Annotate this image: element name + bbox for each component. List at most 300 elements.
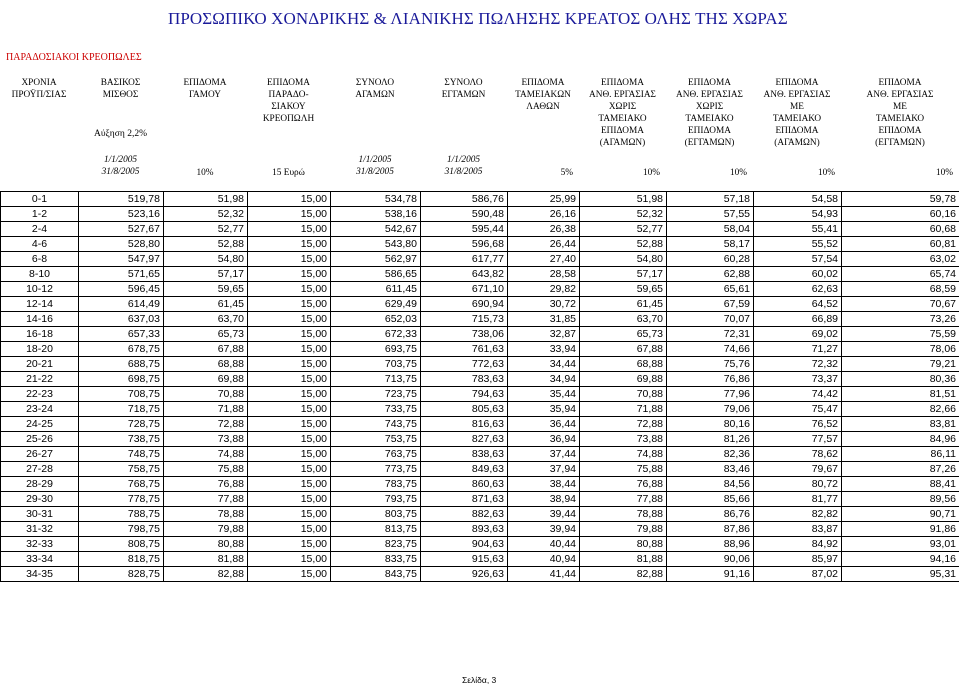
value-cell: 83,87 [754,522,842,537]
years-cell: 24-25 [1,417,79,432]
value-cell: 59,78 [842,192,959,207]
value-cell: 76,88 [164,477,248,492]
page-subtitle: ΠΑΡΑΔΟΣΙΑΚΟΙ ΚΡΕΟΠΩΛΕΣ [6,52,142,63]
value-cell: 59,65 [580,282,667,297]
table-row [1,237,959,252]
value-cell: 83,46 [667,462,754,477]
value-cell: 671,10 [421,282,508,297]
value-cell: 82,36 [667,447,754,462]
value-cell: 586,76 [421,192,508,207]
column-header-9 [753,77,841,185]
years-cell: 30-31 [1,507,79,522]
value-cell: 84,92 [754,537,842,552]
value-cell: 15,00 [248,327,331,342]
value-cell: 60,81 [842,237,959,252]
value-cell: 79,21 [842,357,959,372]
value-cell: 36,44 [508,417,580,432]
value-cell: 733,75 [331,402,421,417]
column-header-10 [841,77,959,185]
page-title: ΠΡΟΣΩΠΙΚΟ ΧΟΝΔΡΙΚΗΣ & ΛΙΑΝΙΚΗΣ ΠΩΛΗΣΗΣ ΚΡΕΑΤΟΣ ΟΛΗΣ ΤΗΣ ΧΩΡΑΣ [168,9,788,28]
value-cell: 778,75 [79,492,164,507]
value-cell: 542,67 [331,222,421,237]
years-cell: 2-4 [1,222,79,237]
value-cell: 80,36 [842,372,959,387]
column-header-label: ΕΠΙΔΟΜΑ ΑΝΘ. ΕΡΓΑΣΙΑΣ ΜΕ ΤΑΜΕΙΑΚΟ ΕΠΙΔΟΜΑ (ΕΓΓΑΜΩΝ) [866,78,934,148]
value-cell: 748,75 [79,447,164,462]
value-cell: 71,27 [754,342,842,357]
value-cell: 519,78 [79,192,164,207]
table-row [1,402,959,417]
date-range: 1/1/2005 31/8/2005 [444,155,483,177]
value-cell: 36,94 [508,432,580,447]
value-cell: 54,80 [580,252,667,267]
value-cell: 62,63 [754,282,842,297]
value-cell: 79,67 [754,462,842,477]
value-cell: 39,44 [508,507,580,522]
value-cell: 29,82 [508,282,580,297]
value-cell: 571,65 [79,267,164,282]
value-cell: 527,67 [79,222,164,237]
years-cell: 6-8 [1,252,79,267]
value-cell: 672,33 [331,327,421,342]
table-row [1,477,959,492]
value-cell: 31,85 [508,312,580,327]
value-cell: 823,75 [331,537,421,552]
value-cell: 534,78 [331,192,421,207]
value-cell: 768,75 [79,477,164,492]
date-range: 1/1/2005 31/8/2005 [101,155,140,177]
value-cell: 94,16 [842,552,959,567]
value-cell: 15,00 [248,252,331,267]
table-row [1,357,959,372]
value-cell: 59,65 [164,282,248,297]
value-cell: 78,06 [842,342,959,357]
value-cell: 15,00 [248,492,331,507]
value-cell: 34,44 [508,357,580,372]
value-cell: 816,63 [421,417,508,432]
column-rate: 10% [196,168,214,178]
value-cell: 40,44 [508,537,580,552]
value-cell: 15,00 [248,357,331,372]
value-cell: 614,49 [79,297,164,312]
value-cell: 838,63 [421,447,508,462]
value-cell: 71,88 [164,402,248,417]
value-cell: 547,97 [79,252,164,267]
value-cell: 67,88 [164,342,248,357]
value-cell: 617,77 [421,252,508,267]
value-cell: 35,94 [508,402,580,417]
value-cell: 788,75 [79,507,164,522]
value-cell: 57,17 [164,267,248,282]
value-cell: 84,56 [667,477,754,492]
value-cell: 637,03 [79,312,164,327]
value-cell: 93,01 [842,537,959,552]
value-cell: 69,88 [164,372,248,387]
value-cell: 70,88 [164,387,248,402]
value-cell: 77,88 [164,492,248,507]
value-cell: 80,88 [164,537,248,552]
value-cell: 73,37 [754,372,842,387]
value-cell: 61,45 [164,297,248,312]
value-cell: 643,82 [421,267,508,282]
column-header-label: ΕΠΙΔΟΜΑ ΠΑΡΑΔΟ- ΣΙΑΚΟΥ ΚΡΕΟΠΩΛΗ [262,78,315,124]
value-cell: 68,59 [842,282,959,297]
value-cell: 738,06 [421,327,508,342]
value-cell: 87,02 [754,567,842,582]
column-rate: 15 Ευρώ [272,168,305,178]
years-cell: 16-18 [1,327,79,342]
years-cell: 1-2 [1,207,79,222]
column-header-1 [78,77,163,185]
value-cell: 15,00 [248,192,331,207]
value-cell: 15,00 [248,312,331,327]
value-cell: 843,75 [331,567,421,582]
value-cell: 773,75 [331,462,421,477]
value-cell: 89,56 [842,492,959,507]
value-cell: 67,59 [667,297,754,312]
value-cell: 60,68 [842,222,959,237]
years-cell: 20-21 [1,357,79,372]
page-number: Σελίδα, 3 [462,675,497,685]
value-cell: 87,86 [667,522,754,537]
value-cell: 57,18 [667,192,754,207]
table-row [1,372,959,387]
value-cell: 28,58 [508,267,580,282]
value-cell: 75,88 [164,462,248,477]
value-cell: 54,80 [164,252,248,267]
value-cell: 693,75 [331,342,421,357]
value-cell: 73,88 [164,432,248,447]
value-cell: 74,88 [580,447,667,462]
years-cell: 12-14 [1,297,79,312]
table-row [1,327,959,342]
value-cell: 528,80 [79,237,164,252]
value-cell: 871,63 [421,492,508,507]
value-cell: 64,52 [754,297,842,312]
value-cell: 78,88 [580,507,667,522]
value-cell: 38,44 [508,477,580,492]
value-cell: 562,97 [331,252,421,267]
value-cell: 34,94 [508,372,580,387]
years-cell: 22-23 [1,387,79,402]
value-cell: 38,94 [508,492,580,507]
table-row [1,492,959,507]
value-cell: 15,00 [248,207,331,222]
value-cell: 55,52 [754,237,842,252]
value-cell: 590,48 [421,207,508,222]
value-cell: 70,67 [842,297,959,312]
table-header [0,77,959,185]
value-cell: 86,11 [842,447,959,462]
value-cell: 91,86 [842,522,959,537]
table-row [1,462,959,477]
value-cell: 763,75 [331,447,421,462]
value-cell: 79,06 [667,402,754,417]
years-cell: 32-33 [1,537,79,552]
value-cell: 88,96 [667,537,754,552]
value-cell: 657,33 [79,327,164,342]
value-cell: 70,07 [667,312,754,327]
years-cell: 29-30 [1,492,79,507]
value-cell: 88,41 [842,477,959,492]
value-cell: 74,66 [667,342,754,357]
value-cell: 79,88 [164,522,248,537]
value-cell: 15,00 [248,372,331,387]
value-cell: 915,63 [421,552,508,567]
value-cell: 52,77 [580,222,667,237]
value-cell: 26,44 [508,237,580,252]
value-cell: 15,00 [248,522,331,537]
years-cell: 23-24 [1,402,79,417]
column-header-label: ΧΡΟΝΙΑ ΠΡΟΫΠ/ΣΙΑΣ [11,78,67,100]
years-cell: 0-1 [1,192,79,207]
years-cell: 26-27 [1,447,79,462]
value-cell: 60,02 [754,267,842,282]
years-cell: 33-34 [1,552,79,567]
column-header-6 [507,77,579,185]
value-cell: 68,88 [164,357,248,372]
value-cell: 783,75 [331,477,421,492]
column-rate: 10% [935,168,953,178]
value-cell: 75,59 [842,327,959,342]
value-cell: 80,88 [580,537,667,552]
value-cell: 80,72 [754,477,842,492]
value-cell: 51,98 [580,192,667,207]
value-cell: 74,42 [754,387,842,402]
table-row [1,222,959,237]
column-header-0 [0,77,78,185]
value-cell: 75,76 [667,357,754,372]
value-cell: 72,32 [754,357,842,372]
value-cell: 718,75 [79,402,164,417]
value-cell: 794,63 [421,387,508,402]
table-row [1,192,959,207]
value-cell: 827,63 [421,432,508,447]
value-cell: 798,75 [79,522,164,537]
value-cell: 15,00 [248,267,331,282]
value-cell: 54,93 [754,207,842,222]
value-cell: 52,77 [164,222,248,237]
value-cell: 77,88 [580,492,667,507]
years-cell: 14-16 [1,312,79,327]
value-cell: 698,75 [79,372,164,387]
column-header-4 [330,77,420,185]
value-cell: 728,75 [79,417,164,432]
table-row [1,342,959,357]
value-cell: 82,88 [580,567,667,582]
table-row [1,432,959,447]
column-header-label: ΣΥΝΟΛΟ ΑΓΑΜΩΝ [355,78,395,100]
value-cell: 52,32 [164,207,248,222]
value-cell: 69,88 [580,372,667,387]
value-cell: 723,75 [331,387,421,402]
value-cell: 926,63 [421,567,508,582]
value-cell: 40,94 [508,552,580,567]
value-cell: 52,88 [164,237,248,252]
value-cell: 803,75 [331,507,421,522]
value-cell: 63,70 [164,312,248,327]
value-cell: 75,47 [754,402,842,417]
value-cell: 95,31 [842,567,959,582]
years-cell: 21-22 [1,372,79,387]
value-cell: 783,63 [421,372,508,387]
years-cell: 34-35 [1,567,79,582]
value-cell: 41,44 [508,567,580,582]
value-cell: 15,00 [248,417,331,432]
table-row [1,297,959,312]
value-cell: 69,02 [754,327,842,342]
value-cell: 81,77 [754,492,842,507]
value-cell: 52,32 [580,207,667,222]
value-cell: 738,75 [79,432,164,447]
value-cell: 58,17 [667,237,754,252]
value-cell: 703,75 [331,357,421,372]
value-cell: 15,00 [248,432,331,447]
value-cell: 68,88 [580,357,667,372]
value-cell: 595,44 [421,222,508,237]
value-cell: 57,17 [580,267,667,282]
value-cell: 78,88 [164,507,248,522]
value-cell: 793,75 [331,492,421,507]
column-rate: 10% [729,168,747,178]
value-cell: 77,57 [754,432,842,447]
value-cell: 772,63 [421,357,508,372]
table-row [1,417,959,432]
value-cell: 60,28 [667,252,754,267]
table-row [1,567,959,582]
value-cell: 82,66 [842,402,959,417]
value-cell: 538,16 [331,207,421,222]
table-row [1,537,959,552]
value-cell: 833,75 [331,552,421,567]
value-cell: 61,45 [580,297,667,312]
value-cell: 596,68 [421,237,508,252]
value-cell: 55,41 [754,222,842,237]
value-cell: 708,75 [79,387,164,402]
value-cell: 81,51 [842,387,959,402]
value-cell: 87,26 [842,462,959,477]
column-rate: 5% [560,168,573,178]
value-cell: 90,06 [667,552,754,567]
value-cell: 26,16 [508,207,580,222]
value-cell: 15,00 [248,462,331,477]
value-cell: 70,88 [580,387,667,402]
value-cell: 79,88 [580,522,667,537]
value-cell: 57,54 [754,252,842,267]
value-cell: 51,98 [164,192,248,207]
column-rate: 10% [817,168,835,178]
value-cell: 65,74 [842,267,959,282]
value-cell: 15,00 [248,567,331,582]
column-header-7 [579,77,666,185]
years-cell: 8-10 [1,267,79,282]
value-cell: 60,16 [842,207,959,222]
value-cell: 37,94 [508,462,580,477]
value-cell: 713,75 [331,372,421,387]
value-cell: 860,63 [421,477,508,492]
value-cell: 91,16 [667,567,754,582]
value-cell: 25,99 [508,192,580,207]
column-header-label: ΒΑΣΙΚΟΣ ΜΙΣΘΟΣ [100,78,141,100]
value-cell: 90,71 [842,507,959,522]
value-cell: 849,63 [421,462,508,477]
value-cell: 73,26 [842,312,959,327]
value-cell: 74,88 [164,447,248,462]
column-header-label: ΕΠΙΔΟΜΑ ΓΑΜΟΥ [183,78,227,100]
value-cell: 76,86 [667,372,754,387]
value-cell: 82,88 [164,567,248,582]
value-cell: 66,89 [754,312,842,327]
table-row [1,312,959,327]
value-cell: 30,72 [508,297,580,312]
value-cell: 652,03 [331,312,421,327]
years-cell: 27-28 [1,462,79,477]
value-cell: 85,66 [667,492,754,507]
value-cell: 73,88 [580,432,667,447]
value-cell: 63,70 [580,312,667,327]
value-cell: 72,31 [667,327,754,342]
value-cell: 882,63 [421,507,508,522]
value-cell: 904,63 [421,537,508,552]
value-cell: 15,00 [248,552,331,567]
column-header-label: ΣΥΝΟΛΟ ΕΓΓΑΜΩΝ [441,78,486,100]
value-cell: 32,87 [508,327,580,342]
value-cell: 62,88 [667,267,754,282]
years-cell: 18-20 [1,342,79,357]
value-cell: 33,94 [508,342,580,357]
value-cell: 761,63 [421,342,508,357]
column-header-label: ΕΠΙΔΟΜΑ ΑΝΘ. ΕΡΓΑΣΙΑΣ ΜΕ ΤΑΜΕΙΑΚΟ ΕΠΙΔΟΜΑ (ΑΓΑΜΩΝ) [763,78,831,148]
years-cell: 28-29 [1,477,79,492]
value-cell: 715,73 [421,312,508,327]
table-row [1,267,959,282]
column-header-label: ΕΠΙΔΟΜΑ ΑΝΘ. ΕΡΓΑΣΙΑΣ ΧΩΡΙΣ ΤΑΜΕΙΑΚΟ ΕΠΙΔΟΜΑ (ΑΓΑΜΩΝ) [589,78,656,148]
value-cell: 82,82 [754,507,842,522]
value-cell: 54,58 [754,192,842,207]
value-cell: 611,45 [331,282,421,297]
value-cell: 758,75 [79,462,164,477]
value-cell: 15,00 [248,237,331,252]
value-cell: 15,00 [248,447,331,462]
value-cell: 63,02 [842,252,959,267]
value-cell: 37,44 [508,447,580,462]
value-cell: 65,61 [667,282,754,297]
table-row [1,252,959,267]
value-cell: 15,00 [248,387,331,402]
value-cell: 690,94 [421,297,508,312]
years-cell: 4-6 [1,237,79,252]
years-cell: 31-32 [1,522,79,537]
value-cell: 78,62 [754,447,842,462]
value-cell: 15,00 [248,537,331,552]
value-cell: 15,00 [248,297,331,312]
value-cell: 52,88 [580,237,667,252]
table-row [1,447,959,462]
value-cell: 65,73 [580,327,667,342]
table-row [1,387,959,402]
value-cell: 893,63 [421,522,508,537]
value-cell: 743,75 [331,417,421,432]
table-row [1,552,959,567]
value-cell: 596,45 [79,282,164,297]
value-cell: 586,65 [331,267,421,282]
value-cell: 813,75 [331,522,421,537]
value-cell: 818,75 [79,552,164,567]
value-cell: 27,40 [508,252,580,267]
value-cell: 753,75 [331,432,421,447]
value-cell: 81,88 [580,552,667,567]
value-cell: 81,26 [667,432,754,447]
